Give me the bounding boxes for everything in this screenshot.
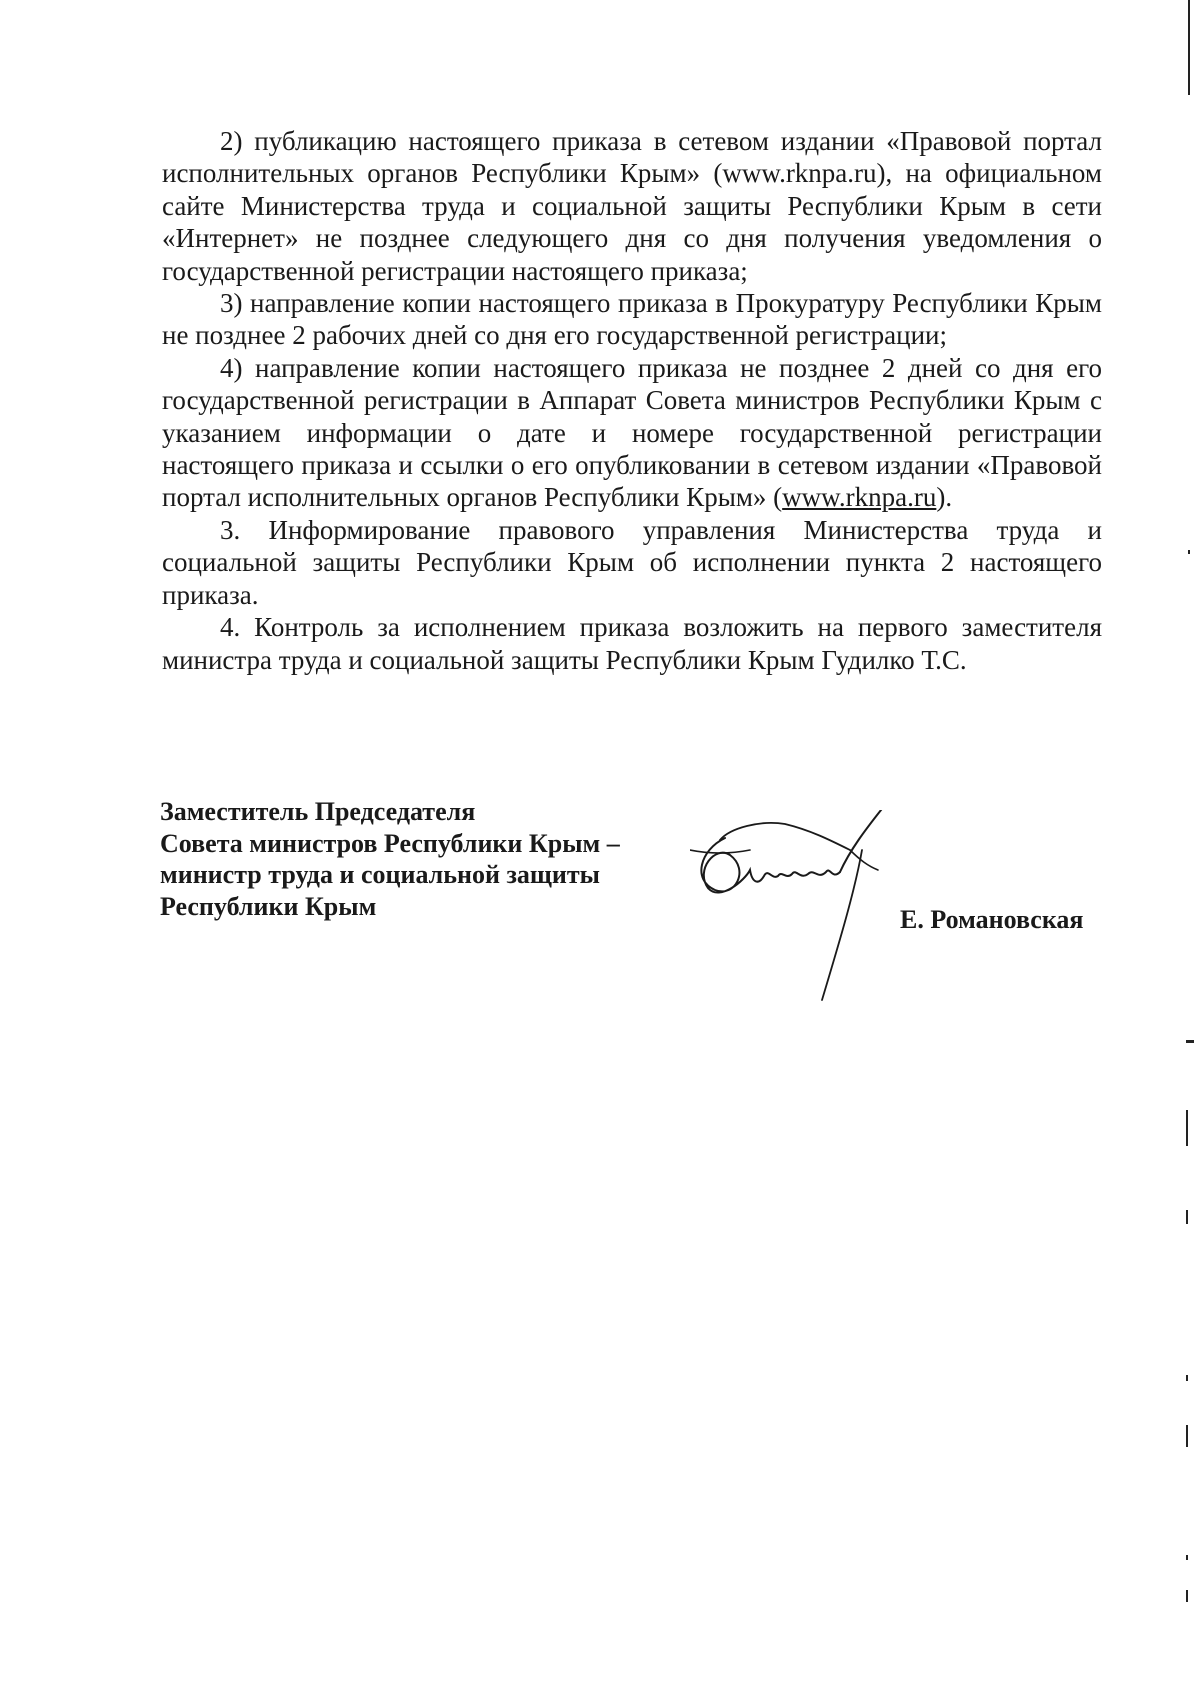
- scan-artifact: [1186, 1040, 1194, 1043]
- scan-artifact: [1186, 1110, 1188, 1146]
- scan-artifact: [1186, 1590, 1188, 1602]
- signatory-title-line: министр труда и социальной защиты: [160, 860, 600, 889]
- paragraph-section-4-control: 4. Контроль за исполнением приказа возложить на первого заместителя министра труда и социальной защиты Республики Крым Гудилко Т.С.: [162, 612, 1102, 675]
- scan-artifact: [1188, 550, 1190, 554]
- paragraph-item-2-publication: 2) публикацию настоящего приказа в сетевом издании «Правовой портал исполнительных органов Республики Крым» (www.rknpa.ru), на официальном сайте Министерства труда и социальной защиты Республики Крым в сети «Интернет» не позднее следующего дня со дня получения уведомления о государственной регистрации настоящего приказа;: [162, 126, 1102, 286]
- paragraph-item-4-council: [162, 352, 1102, 514]
- paragraph-section-3-informing: 3. Информирование правового управления Министерства труда и социальной защиты Республики Крым об исполнении пункта 2 настоящего приказа.: [162, 514, 1102, 610]
- paragraph-text: 4) направление копии настоящего приказа не позднее 2 дней со дня его государственной регистрации в Аппарат Совета министров Республики Крым с указанием информации о дате и номере государственной регистрации настоящего приказа и ссылки о его опубликовании в сетевом издании «Правовой портал исполнительных органов Республики Крым» (: [162, 352, 1102, 513]
- signatory-title: [160, 796, 620, 922]
- paragraph-item-3-prosecutor: 3) направление копии настоящего приказа в Прокуратуру Республики Крым не позднее 2 рабочих дней со дня его государственной регистрации;: [162, 288, 1102, 351]
- paragraph-text-end: ).: [936, 482, 953, 513]
- portal-link[interactable]: www.rknpa.ru: [782, 482, 937, 513]
- scan-artifact: [1186, 1210, 1188, 1224]
- signatory-title-line: Заместитель Председателя: [160, 797, 476, 826]
- scan-artifact: [1188, 0, 1190, 95]
- scan-artifact: [1186, 1425, 1188, 1447]
- signatory-title-line: Совета министров Республики Крым –: [160, 828, 620, 858]
- scan-artifact: [1186, 1375, 1188, 1381]
- signatory-title-line: Республики Крым: [160, 891, 377, 921]
- scan-artifact: [1186, 1555, 1188, 1560]
- document-body: [162, 125, 1102, 676]
- signatory-name: Е. Романовская: [900, 905, 1084, 934]
